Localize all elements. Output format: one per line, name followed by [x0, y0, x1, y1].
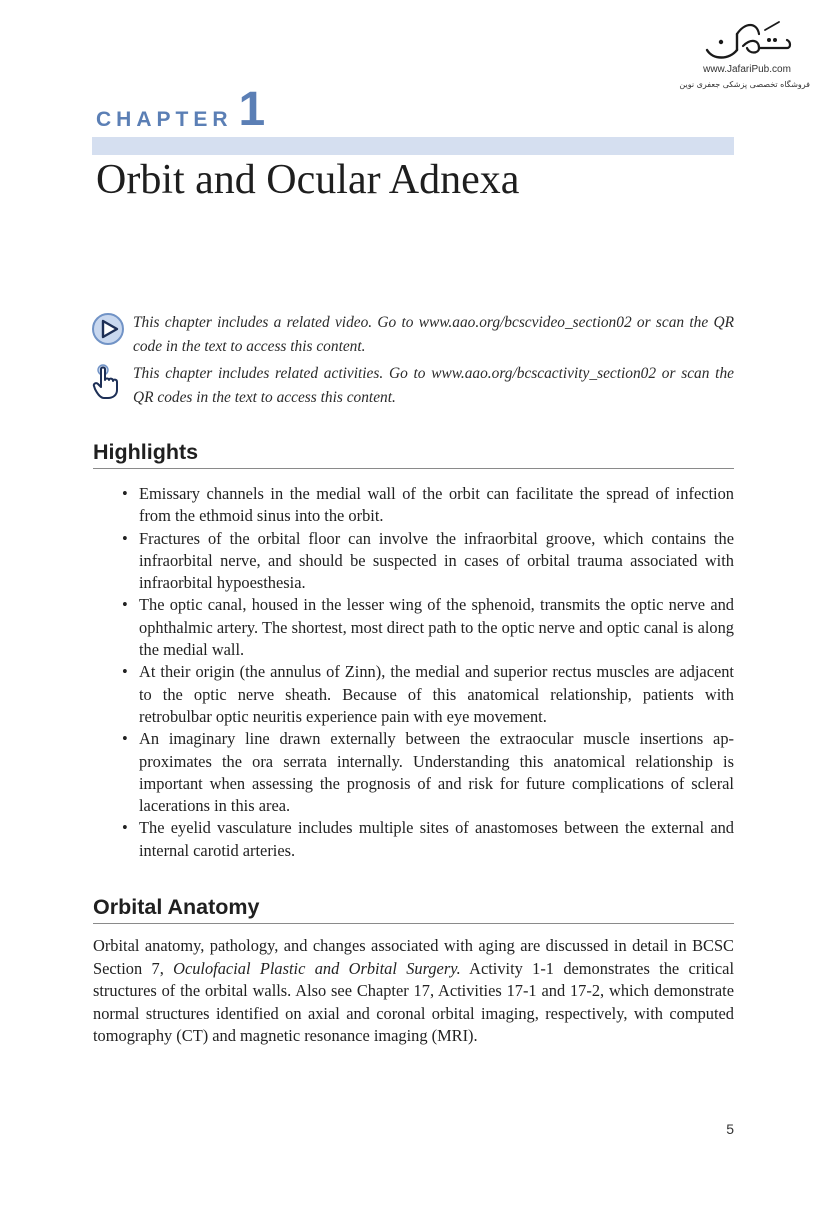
list-item-text: An imaginary line drawn externally between the extraocular muscle insertions approximates the ora serrata internally. Understanding this anatomical relationship is important when assessing the prognosis of and risk for future complications of scleral lacerations in this area.: [139, 729, 734, 816]
jafaripub-calligraphy-icon: [699, 16, 795, 62]
list-item: [122, 817, 734, 862]
chapter-label: [96, 84, 265, 134]
highlights-heading-text: Highlights: [93, 440, 199, 464]
list-item: [122, 728, 734, 817]
list-item-text: The optic canal, housed in the lesser wing of the sphenoid, transmits the optic nerve and ophthalmic artery. The shortest, most direct path to the optic nerve and optic canal is along the medial wall.: [139, 595, 734, 660]
logo-url: www.JafariPub.com: [703, 64, 791, 75]
list-item-text: Emissary channels in the medial wall of the orbit can facilitate the spread of infection from the ethmoid sinus into the orbit.: [139, 484, 734, 526]
chapter-title: Orbit and Ocular Adnexa: [96, 157, 520, 203]
paragraph-text-after: Activity 1-1 demonstrates the critical structures of the orbital walls. Also see Chapter 17, Activities 17-1 and 17-2, which demonstrate normal structures identified on axial and coronal orbital imaging, respectively, with computed tomography (CT) and magnetic resonance imaging (MRI).: [93, 958, 735, 1046]
video-play-icon: [92, 311, 126, 349]
orbital-anatomy-heading: [93, 893, 734, 924]
page-number: 5: [726, 1121, 734, 1137]
activity-notice: [92, 362, 734, 410]
list-item: [122, 594, 734, 661]
paragraph-text-before: Orbital anatomy, pathology, and changes associated with aging are discussed in detail in BCSC Section 7,: [93, 936, 734, 978]
pointing-hand-icon: [92, 362, 126, 400]
video-notice: [92, 311, 734, 359]
list-item: [122, 528, 734, 595]
video-notice-text: This chapter includes a related video. Go to www.aao.org/bcscvideo_section02 or scan the QR code in the text to access this content.: [133, 314, 734, 355]
highlights-list: [122, 483, 734, 862]
list-item-text: At their origin (the annulus of Zinn), the medial and superior rectus muscles are adjacent to the optic nerve sheath. Because of this anatomical relationship, patients with retrobulbar optic neuritis experience pain with eye movement.: [139, 662, 734, 726]
publisher-logo: [679, 16, 810, 100]
list-item: [122, 483, 734, 528]
bullet-icon: •: [122, 595, 128, 615]
highlights-heading: [93, 438, 734, 469]
chapter-number: 1: [238, 83, 266, 136]
logo-tagline: فروشگاه تخصصی پزشکی جعفری نوین: [679, 80, 810, 89]
bullet-icon: •: [122, 484, 128, 503]
list-item-text: Fractures of the orbital floor can involve the infraorbital groove, which contains the infraorbital nerve, and should be suspected in cases of orbital trauma associated with infraorbital hypoesthesia.: [139, 528, 734, 593]
bullet-icon: •: [122, 662, 128, 682]
activity-notice-text: This chapter includes related activities. Go to www.aao.org/bcscactivity_section02 or scan the QR codes in the text to access this content.: [133, 365, 734, 406]
orbital-anatomy-paragraph: [93, 935, 734, 1048]
bullet-icon: •: [122, 818, 128, 838]
chapter-word: CHAPTER: [96, 108, 233, 131]
list-item: [122, 661, 734, 728]
list-item-text: The eyelid vasculature includes multiple sites of anastomoses between the external and internal carotid arteries.: [139, 818, 734, 860]
book-title: Oculofacial Plastic and Orbital Surgery.: [173, 958, 461, 978]
bullet-icon: •: [122, 528, 128, 548]
bullet-icon: •: [122, 729, 128, 749]
orbital-anatomy-heading-text: Orbital Anatomy: [93, 895, 260, 919]
chapter-title-band: [92, 137, 734, 155]
